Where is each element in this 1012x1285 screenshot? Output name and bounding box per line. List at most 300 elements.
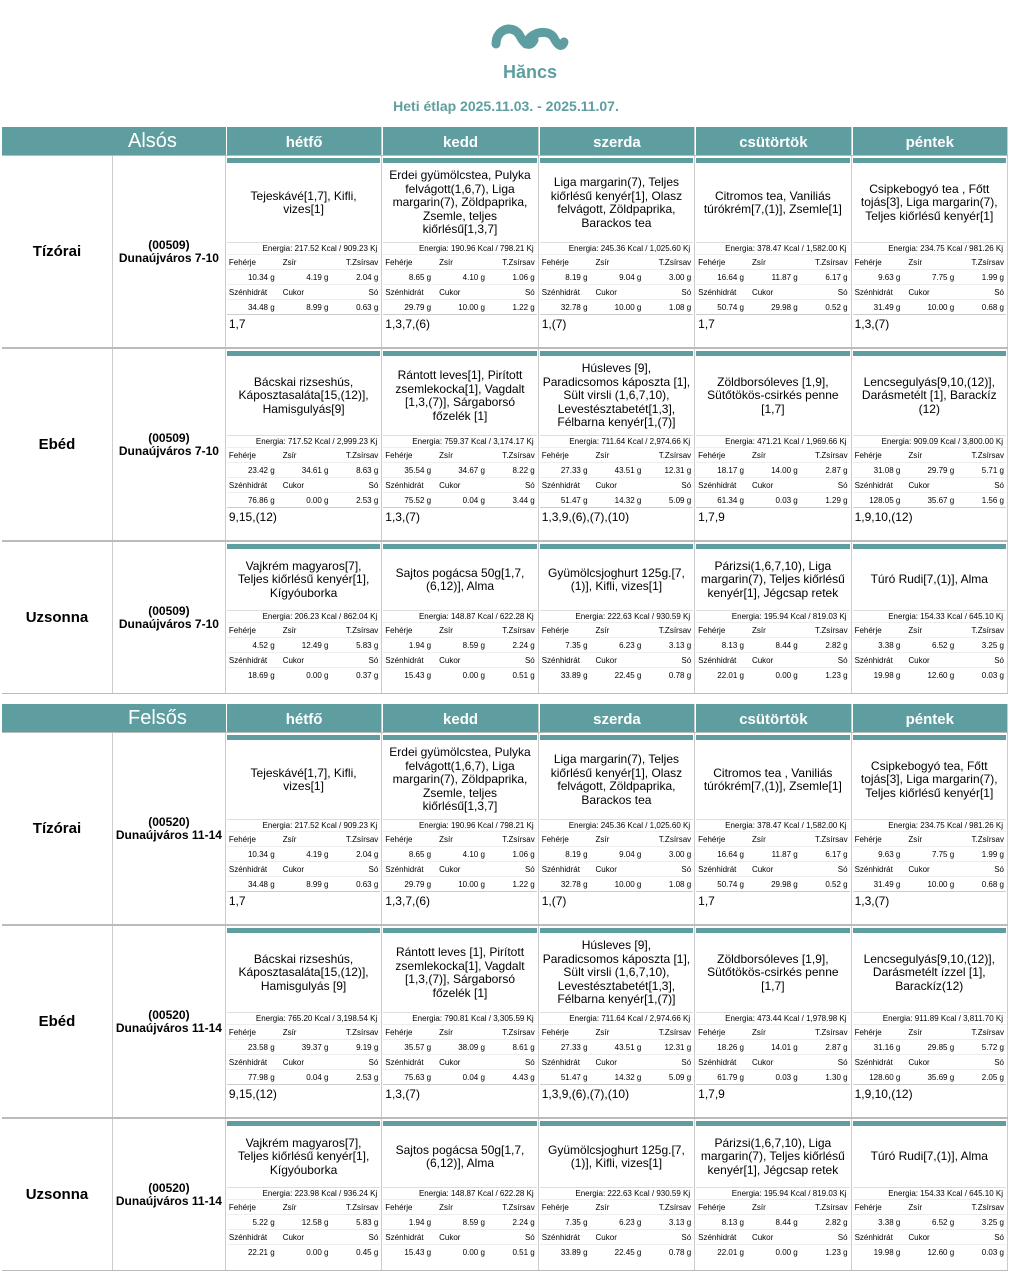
school-name: (00509) Dunaújváros 7-10 xyxy=(113,349,226,540)
energy-value: 378.47 Kcal / 1,582.00 Kj xyxy=(757,821,847,830)
nutrient-header xyxy=(540,831,693,846)
nutrient-label: Fehérje xyxy=(228,625,256,635)
nutrient-header xyxy=(540,1229,693,1244)
cell-top-bar xyxy=(853,928,1006,933)
day-header-4: péntek xyxy=(852,127,1008,155)
energy-label: Energia: xyxy=(575,612,606,621)
nutrient-label: Szénhidrát xyxy=(541,287,580,297)
food-description: Erdei gyümölcstea, Pulyka felvágott(1,6,7), Liga margarin(7), Zöldpaprika, Zsemle, teljes kiőrlésű[1,3,7] xyxy=(389,745,531,814)
nutrient-label: Só xyxy=(368,1057,379,1067)
nutrient-header xyxy=(696,1229,849,1244)
nutrient-values xyxy=(383,1039,536,1054)
nutrient-values xyxy=(853,876,1006,891)
nutrient-value: 4.10 g xyxy=(462,849,485,859)
meal-row xyxy=(2,541,1008,694)
nutrient-header xyxy=(540,622,693,637)
menu-cell xyxy=(382,156,538,347)
nutrient-values xyxy=(853,1214,1006,1229)
nutrient-header xyxy=(383,284,536,299)
meal-name: Tízórai xyxy=(2,733,113,924)
nutrient-value: 1.08 g xyxy=(668,302,692,312)
nutrient-label: Cukor xyxy=(595,287,617,297)
cell-top-bar xyxy=(383,1121,536,1126)
nutrient-value: 2.05 g xyxy=(981,1072,1004,1082)
energy-line xyxy=(383,610,536,622)
nutrient-label: Só xyxy=(837,480,848,490)
nutrient-label: Szénhidrát xyxy=(698,655,737,665)
nutrient-value: 2.53 g xyxy=(356,1072,379,1082)
nutrient-label: Szénhidrát xyxy=(385,1057,424,1067)
nutrient-value: 8.44 g xyxy=(775,640,798,650)
nutrient-header xyxy=(853,284,1006,299)
nutrient-header xyxy=(540,254,693,269)
nutrient-value: 19.98 g xyxy=(873,1247,901,1257)
section-label-cell xyxy=(2,127,226,155)
nutrient-value: 11.87 g xyxy=(771,849,798,859)
nutrient-value: 22.45 g xyxy=(614,1247,642,1257)
nutrient-value: 38.09 g xyxy=(458,1042,485,1052)
nutrient-label: Só xyxy=(994,864,1004,874)
nutrient-header xyxy=(227,1024,380,1039)
nutrient-value: 22.01 g xyxy=(717,1247,744,1257)
nutrient-value: 8.59 g xyxy=(462,1217,485,1227)
food-description: Csipkebogyó tea, Főtt tojás[3], Liga margarin(7), Teljes kiőrlésű kenyér[1] xyxy=(860,758,998,800)
cell-top-bar xyxy=(853,158,1006,163)
nutrient-label: T.Zsírsav xyxy=(971,1202,1004,1212)
nutrient-value: 32.78 g xyxy=(560,879,588,889)
menu-cell xyxy=(382,542,538,693)
nutrient-label: T.Zsírsav xyxy=(502,1027,535,1037)
allergen-codes: 1,3,(7) xyxy=(853,314,1006,332)
nutrient-value: 0.00 g xyxy=(306,1247,329,1257)
nutrient-value: 8.99 g xyxy=(306,879,329,889)
energy-line xyxy=(227,610,380,622)
nutrient-value: 18.69 g xyxy=(247,670,275,680)
allergen-codes: 1,9,10,(12) xyxy=(853,1084,1006,1102)
nutrient-label: Szénhidrát xyxy=(698,287,737,297)
energy-value: 222.63 Kcal / 930.59 Kj xyxy=(607,1189,691,1198)
cell-top-bar xyxy=(853,351,1006,356)
nutrient-label: Fehérje xyxy=(228,834,256,844)
nutrient-value: 9.04 g xyxy=(619,272,642,282)
energy-line xyxy=(696,1187,849,1199)
nutrient-value: 2.24 g xyxy=(512,1217,535,1227)
energy-label: Energia: xyxy=(575,1189,606,1198)
nutrient-values xyxy=(853,1244,1006,1259)
nutrient-value: 61.79 g xyxy=(717,1072,744,1082)
nutrient-value: 0.63 g xyxy=(356,879,379,889)
nutrient-value: 8.99 g xyxy=(306,302,329,312)
nutrient-value: 5.83 g xyxy=(356,640,379,650)
nutrient-label: Zsír xyxy=(439,1027,453,1037)
nutrient-values xyxy=(540,1039,693,1054)
cell-top-bar xyxy=(383,735,536,740)
nutrient-header xyxy=(853,477,1006,492)
nutrient-label: Szénhidrát xyxy=(385,480,424,490)
nutrient-header xyxy=(227,477,380,492)
page-title: Heti étlap 2025.11.03. - 2025.11.07. xyxy=(393,98,619,114)
nutrient-header xyxy=(696,284,849,299)
nutrient-header xyxy=(696,447,849,462)
nutrient-values xyxy=(227,637,380,652)
day-header-0: hétfő xyxy=(226,704,382,732)
nutrient-value: 7.75 g xyxy=(931,272,955,282)
energy-label: Energia: xyxy=(568,244,599,253)
nutrient-header xyxy=(853,622,1006,637)
nutrient-value: 1.22 g xyxy=(512,879,535,889)
nutrient-label: Zsír xyxy=(439,1202,453,1212)
energy-line xyxy=(540,819,693,831)
energy-line xyxy=(696,610,849,622)
nutrient-value: 34.67 g xyxy=(458,465,485,475)
food-description: Rántott leves [1], Pirított zsemlekocka[1], Vagdalt [1,3,(7)], Sárgaborsó főzelék [1] xyxy=(395,945,525,1000)
energy-value: 245.36 Kcal / 1,025.60 Kj xyxy=(600,821,691,830)
nutrient-header xyxy=(540,1199,693,1214)
nutrient-value: 9.63 g xyxy=(878,849,901,859)
nutrient-header xyxy=(540,1054,693,1069)
cell-top-bar xyxy=(227,735,380,740)
nutrient-label: Cukor xyxy=(282,287,305,297)
nutrient-value: 1.56 g xyxy=(981,495,1004,505)
nutrient-value: 34.48 g xyxy=(247,879,275,889)
nutrient-value: 22.21 g xyxy=(247,1247,275,1257)
nutrient-label: Só xyxy=(837,1232,848,1242)
nutrient-values xyxy=(696,1039,849,1054)
nutrient-value: 19.98 g xyxy=(873,670,901,680)
energy-line xyxy=(853,610,1006,622)
nutrient-label: Cukor xyxy=(282,655,305,665)
nutrient-label: Só xyxy=(681,480,692,490)
nutrient-value: 14.01 g xyxy=(771,1042,798,1052)
energy-label: Energia: xyxy=(262,612,293,621)
nutrient-label: Fehérje xyxy=(541,625,569,635)
nutrient-label: Só xyxy=(837,287,848,297)
menu-cell xyxy=(695,156,851,347)
energy-line xyxy=(383,819,536,831)
nutrient-label: Szénhidrát xyxy=(541,1057,580,1067)
nutrient-value: 12.31 g xyxy=(664,465,692,475)
nutrient-value: 7.35 g xyxy=(565,1217,588,1227)
nutrient-label: T.Zsírsav xyxy=(658,625,692,635)
nutrient-values xyxy=(540,1214,693,1229)
nutrient-values xyxy=(383,269,536,284)
nutrient-value: 8.44 g xyxy=(775,1217,798,1227)
nutrient-label: Só xyxy=(524,655,535,665)
nutrient-label: Só xyxy=(524,480,535,490)
nutrient-header xyxy=(853,1199,1006,1214)
nutrient-value: 27.33 g xyxy=(560,1042,588,1052)
allergen-codes: 1,9,10,(12) xyxy=(853,507,1006,525)
nutrient-value: 4.43 g xyxy=(512,1072,535,1082)
nutrient-value: 8.13 g xyxy=(721,640,744,650)
energy-line xyxy=(540,435,693,447)
nutrient-value: 50.74 g xyxy=(717,302,744,312)
cell-top-bar xyxy=(540,544,693,549)
cell-top-bar xyxy=(383,544,536,549)
menu-cell xyxy=(539,156,695,347)
cell-top-bar xyxy=(696,1121,849,1126)
nutrient-label: Cukor xyxy=(439,1232,461,1242)
nutrient-value: 9.63 g xyxy=(878,272,901,282)
energy-line xyxy=(853,435,1006,447)
logo-text: Hăncs xyxy=(502,62,558,82)
nutrient-value: 5.09 g xyxy=(668,495,692,505)
energy-value: 245.36 Kcal / 1,025.60 Kj xyxy=(600,244,691,253)
nutrient-values xyxy=(227,876,380,891)
section-label: Felsős xyxy=(128,706,187,729)
nutrient-value: 8.19 g xyxy=(565,849,588,859)
nutrient-value: 27.33 g xyxy=(560,465,588,475)
nutrient-values xyxy=(227,462,380,477)
nutrient-label: T.Zsírsav xyxy=(971,1027,1004,1037)
nutrient-value: 34.61 g xyxy=(301,465,329,475)
nutrient-label: Só xyxy=(681,655,692,665)
nutrient-label: Fehérje xyxy=(228,450,256,460)
energy-label: Energia: xyxy=(731,612,762,621)
nutrient-value: 2.53 g xyxy=(356,495,379,505)
nutrient-label: Zsír xyxy=(439,834,453,844)
nutrient-value: 29.85 g xyxy=(927,1042,955,1052)
nutrient-label: T.Zsírsav xyxy=(502,257,535,267)
energy-line xyxy=(853,1187,1006,1199)
nutrient-header xyxy=(696,652,849,667)
cell-top-bar xyxy=(540,735,693,740)
nutrient-label: Cukor xyxy=(439,655,461,665)
nutrient-header xyxy=(383,1054,536,1069)
energy-line xyxy=(540,242,693,254)
nutrient-label: Fehérje xyxy=(385,257,413,267)
energy-label: Energia: xyxy=(882,1014,913,1023)
nutrient-values xyxy=(227,1039,380,1054)
nutrient-value: 35.57 g xyxy=(404,1042,432,1052)
nutrient-value: 3.25 g xyxy=(981,1217,1004,1227)
nutrient-label: Zsír xyxy=(439,625,453,635)
nutrient-header xyxy=(383,861,536,876)
nutrient-header xyxy=(696,831,849,846)
nutrient-value: 10.00 g xyxy=(614,302,642,312)
energy-label: Energia: xyxy=(412,437,443,446)
nutrient-value: 8.13 g xyxy=(721,1217,744,1227)
meal-row xyxy=(2,348,1008,541)
energy-line xyxy=(540,1012,693,1024)
nutrient-label: T.Zsírsav xyxy=(502,834,535,844)
nutrient-values xyxy=(383,462,536,477)
food-description: Liga margarin(7), Teljes kiőrlésű kenyér[1], Olasz felvágott, Zöldpaprika, Barackos tea xyxy=(550,752,683,807)
nutrient-label: T.Zsírsav xyxy=(345,1027,379,1037)
nutrient-label: Cukor xyxy=(282,864,305,874)
nutrient-header xyxy=(696,1054,849,1069)
allergen-codes: 1,3,(7) xyxy=(853,891,1006,909)
food-description: Párizsi(1,6,7,10), Liga margarin(7), Teljes kiőrlésű kenyér[1], Jégcsap retek xyxy=(700,1135,845,1177)
nutrient-label: Só xyxy=(837,864,848,874)
nutrient-value: 1.23 g xyxy=(825,1247,848,1257)
nutrient-values xyxy=(227,299,380,314)
nutrient-header xyxy=(383,622,536,637)
menu-cell xyxy=(852,349,1008,540)
nutrient-value: 29.79 g xyxy=(404,302,432,312)
nutrient-values xyxy=(696,876,849,891)
nutrient-value: 1.99 g xyxy=(981,849,1004,859)
energy-label: Energia: xyxy=(888,244,919,253)
nutrient-value: 61.34 g xyxy=(717,495,744,505)
nutrient-values xyxy=(853,492,1006,507)
nutrient-label: Zsír xyxy=(751,1202,766,1212)
energy-line xyxy=(696,435,849,447)
nutrient-label: Zsír xyxy=(282,625,297,635)
nutrient-label: Szénhidrát xyxy=(228,1232,268,1242)
nutrient-value: 6.17 g xyxy=(825,272,848,282)
nutrient-label: Fehérje xyxy=(541,257,569,267)
cell-top-bar xyxy=(540,351,693,356)
nutrient-label: Szénhidrát xyxy=(698,1057,737,1067)
nutrient-values xyxy=(853,667,1006,682)
nutrient-values xyxy=(383,876,536,891)
energy-line xyxy=(227,1187,380,1199)
cell-top-bar xyxy=(383,158,536,163)
nutrient-label: T.Zsírsav xyxy=(658,450,692,460)
energy-line xyxy=(853,1012,1006,1024)
hancs-logo xyxy=(490,14,570,84)
nutrient-value: 8.65 g xyxy=(408,272,432,282)
nutrient-label: Zsír xyxy=(282,450,297,460)
nutrient-label: Szénhidrát xyxy=(385,655,424,665)
nutrient-value: 10.34 g xyxy=(247,272,275,282)
nutrient-header xyxy=(227,652,380,667)
energy-value: 790.81 Kcal / 3,305.59 Kj xyxy=(444,1014,534,1023)
nutrient-label: T.Zsírsav xyxy=(658,834,692,844)
nutrient-label: Só xyxy=(681,1057,692,1067)
nutrient-label: Fehérje xyxy=(541,834,569,844)
menu-cell xyxy=(695,1119,851,1270)
nutrient-values xyxy=(540,637,693,652)
food-description: Citromos tea, Vaniliás túrókrém[7,(1)], Zsemle[1] xyxy=(703,188,842,216)
nutrient-value: 4.10 g xyxy=(462,272,485,282)
food-description: Túró Rudi[7,(1)], Alma xyxy=(870,1149,988,1164)
nutrient-header xyxy=(696,1024,849,1039)
nutrient-label: Zsír xyxy=(908,1027,923,1037)
nutrient-value: 9.19 g xyxy=(356,1042,379,1052)
cell-top-bar xyxy=(540,1121,693,1126)
day-header-3: csütörtök xyxy=(695,127,851,155)
nutrient-label: Cukor xyxy=(595,1232,617,1242)
nutrient-value: 15.43 g xyxy=(404,670,432,680)
meal-row xyxy=(2,925,1008,1118)
menu-cell xyxy=(226,542,382,693)
nutrient-header xyxy=(383,652,536,667)
nutrient-value: 14.32 g xyxy=(614,1072,642,1082)
allergen-codes: 9,15,(12) xyxy=(227,1084,380,1102)
nutrient-value: 29.79 g xyxy=(404,879,432,889)
nutrient-label: T.Zsírsav xyxy=(971,257,1004,267)
nutrient-label: Zsír xyxy=(282,834,297,844)
nutrient-value: 4.52 g xyxy=(252,640,275,650)
nutrient-header xyxy=(383,477,536,492)
nutrient-values xyxy=(696,269,849,284)
nutrient-values xyxy=(383,667,536,682)
nutrient-label: Szénhidrát xyxy=(854,480,893,490)
nutrient-value: 8.22 g xyxy=(512,465,535,475)
nutrient-header xyxy=(227,447,380,462)
nutrient-header xyxy=(540,284,693,299)
nutrient-value: 31.49 g xyxy=(873,302,901,312)
nutrient-header xyxy=(383,1024,536,1039)
nutrient-label: T.Zsírsav xyxy=(502,625,535,635)
nutrient-values xyxy=(383,637,536,652)
nutrient-label: Só xyxy=(368,864,379,874)
nutrient-value: 16.64 g xyxy=(717,849,744,859)
nutrient-value: 0.78 g xyxy=(668,1247,692,1257)
nutrient-label: Só xyxy=(368,480,379,490)
energy-line xyxy=(227,435,380,447)
nutrient-value: 2.82 g xyxy=(825,640,848,650)
nutrient-label: Só xyxy=(994,480,1004,490)
nutrient-label: Fehérje xyxy=(541,1027,569,1037)
nutrient-header xyxy=(227,1199,380,1214)
energy-line xyxy=(383,435,536,447)
nutrient-label: Fehérje xyxy=(385,625,413,635)
nutrient-label: Fehérje xyxy=(698,834,726,844)
day-header-3: csütörtök xyxy=(695,704,851,732)
nutrient-label: T.Zsírsav xyxy=(815,625,848,635)
nutrient-label: Zsír xyxy=(751,257,766,267)
nutrient-value: 3.38 g xyxy=(878,640,901,650)
nutrient-label: T.Zsírsav xyxy=(658,257,692,267)
nutrient-value: 1.06 g xyxy=(512,272,535,282)
energy-value: 217.52 Kcal / 909.23 Kj xyxy=(294,821,378,830)
nutrient-label: Cukor xyxy=(908,1057,930,1067)
nutrient-label: Cukor xyxy=(282,480,305,490)
energy-label: Energia: xyxy=(725,821,755,830)
energy-value: 154.33 Kcal / 645.10 Kj xyxy=(920,1189,1003,1198)
nutrient-label: Zsír xyxy=(595,1027,610,1037)
nutrient-value: 0.52 g xyxy=(825,302,848,312)
nutrient-value: 0.68 g xyxy=(981,879,1004,889)
nutrient-header xyxy=(696,861,849,876)
nutrient-value: 3.00 g xyxy=(668,272,692,282)
allergen-codes: 1,3,(7) xyxy=(383,1084,536,1102)
nutrient-value: 18.17 g xyxy=(717,465,744,475)
energy-value: 195.94 Kcal / 819.03 Kj xyxy=(763,612,847,621)
nutrient-value: 2.82 g xyxy=(825,1217,848,1227)
energy-label: Energia: xyxy=(569,1014,600,1023)
nutrient-value: 8.61 g xyxy=(512,1042,535,1052)
nutrient-value: 1.29 g xyxy=(825,495,848,505)
nutrient-value: 0.37 g xyxy=(356,670,379,680)
energy-value: 717.52 Kcal / 2,999.23 Kj xyxy=(287,437,378,446)
energy-line xyxy=(540,1187,693,1199)
cell-top-bar xyxy=(696,928,849,933)
menu-cell xyxy=(852,156,1008,347)
meal-row xyxy=(2,155,1008,348)
nutrient-value: 2.24 g xyxy=(512,640,535,650)
nutrient-label: Só xyxy=(837,1057,848,1067)
nutrient-label: Szénhidrát xyxy=(385,864,424,874)
nutrient-values xyxy=(696,492,849,507)
food-description: Vajkrém magyaros[7], Teljes kiőrlésű kenyér[1], Kígyóuborka xyxy=(237,558,370,600)
energy-line xyxy=(696,1012,849,1024)
nutrient-values xyxy=(853,637,1006,652)
nutrient-header xyxy=(383,831,536,846)
nutrient-label: Fehérje xyxy=(385,834,413,844)
nutrient-values xyxy=(383,1214,536,1229)
nutrient-values xyxy=(696,299,849,314)
meal-name: Tízórai xyxy=(2,156,113,347)
school-name: (00509) Dunaújváros 7-10 xyxy=(113,542,226,693)
nutrient-value: 12.58 g xyxy=(301,1217,329,1227)
nutrient-value: 1.08 g xyxy=(668,879,692,889)
nutrient-label: Cukor xyxy=(439,480,461,490)
nutrient-label: Fehérje xyxy=(698,625,726,635)
